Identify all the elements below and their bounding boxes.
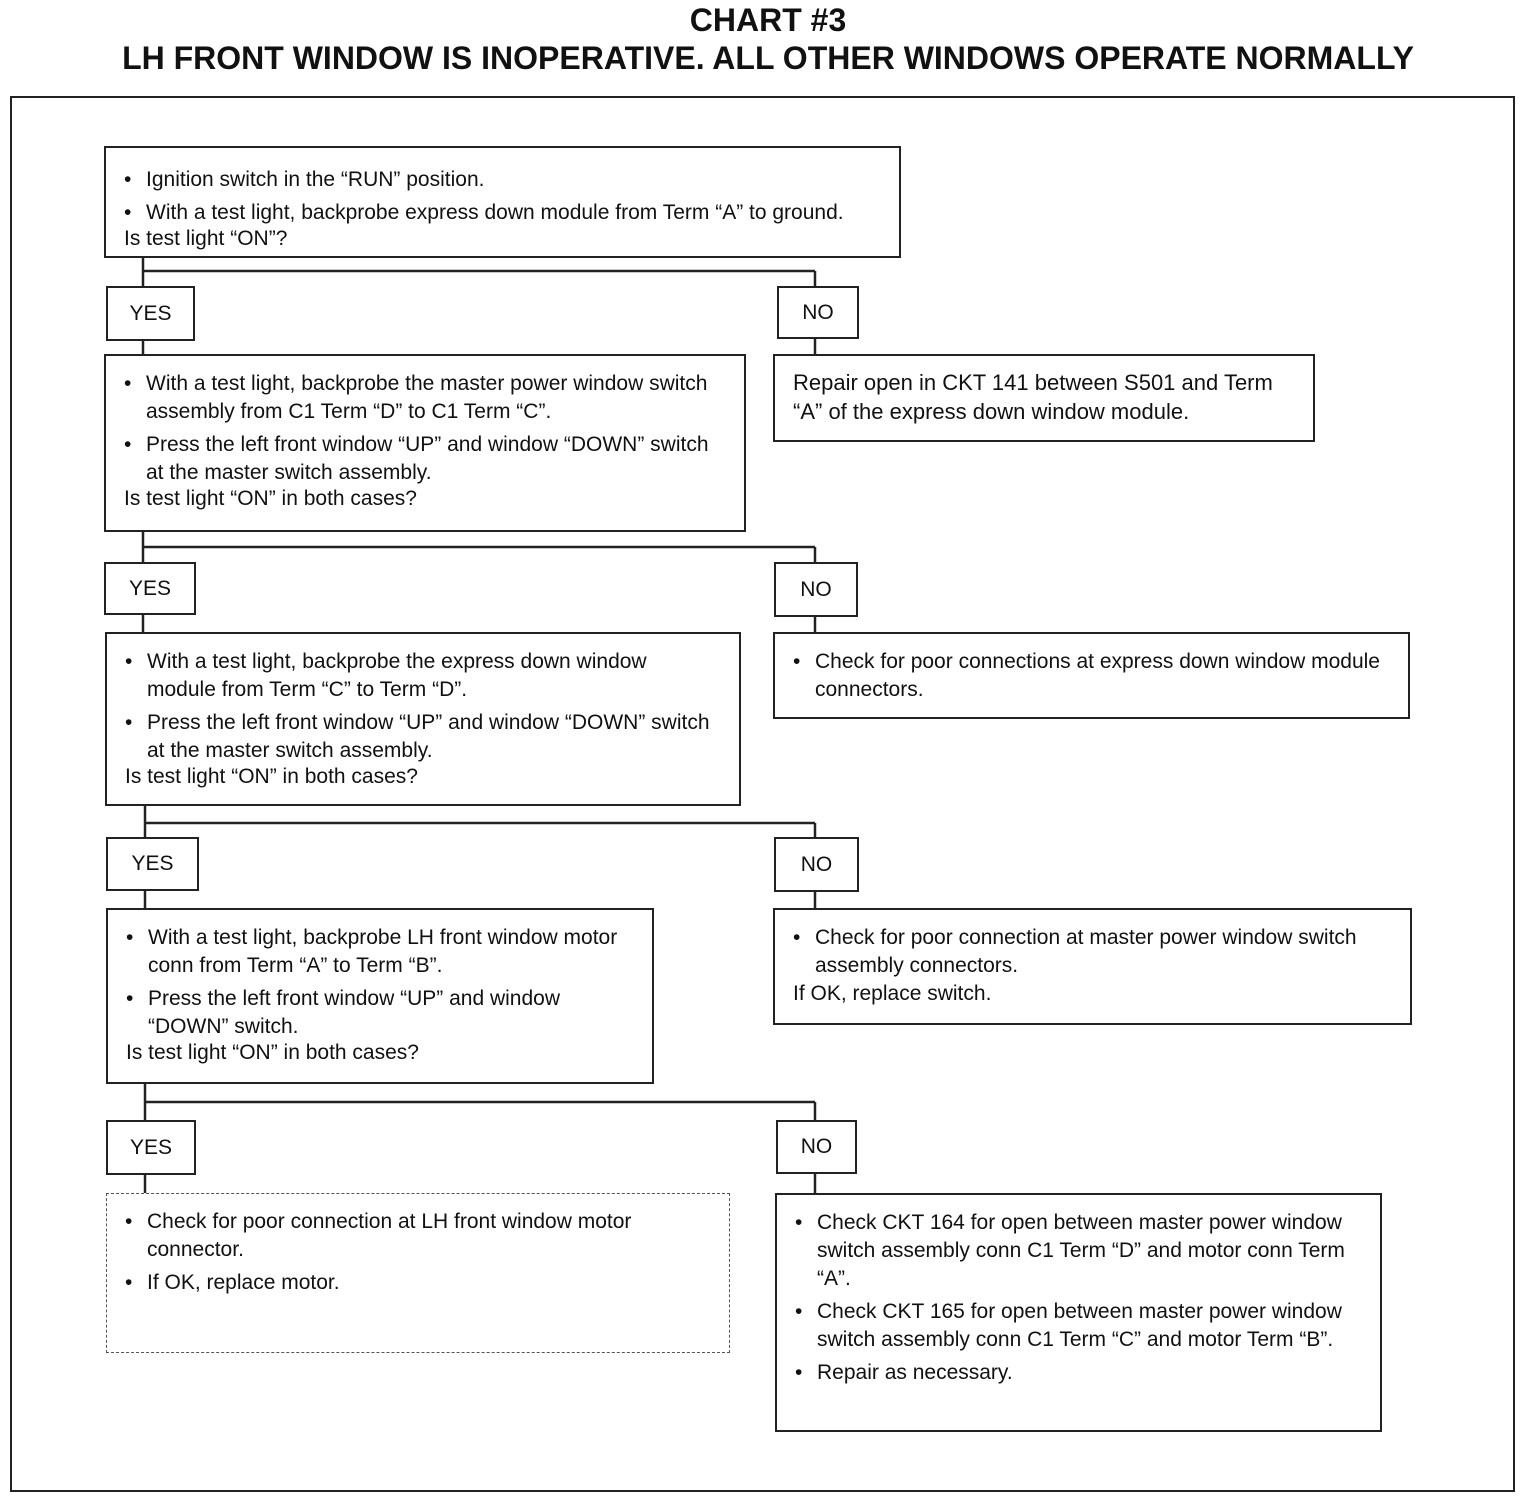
no-label: NO [774, 562, 858, 617]
yes-label: YES [106, 286, 195, 341]
step1-question: Is test light “ON”? [124, 227, 288, 250]
step2-box [104, 354, 746, 532]
no4-bullet: • Check CKT 164 for open between master power window switch assembly conn C1 Term “D” and motor conn Term “A”. [795, 1209, 1362, 1293]
step1-bullet: • With a test light, backprobe express down module from Term “A” to ground. [124, 199, 881, 227]
no3-box [773, 908, 1412, 1025]
step3-bullet: • Press the left front window “UP” and window “DOWN” switch at the master switch assembly. [125, 709, 721, 765]
no-label: NO [774, 837, 859, 892]
no-label: NO [776, 1120, 857, 1174]
yes-label: YES [106, 1120, 196, 1175]
step2-bullet: • Press the left front window “UP” and window “DOWN” switch at the master switch assembly. [124, 431, 726, 487]
no4-bullet: • Repair as necessary. [795, 1359, 1362, 1387]
no1-box [773, 354, 1315, 442]
no4-bullet: • Check CKT 165 for open between master power window switch assembly conn C1 Term “C” and motor Term “B”. [795, 1298, 1362, 1354]
step1-bullet: • Ignition switch in the “RUN” position. [124, 166, 881, 194]
step3-box [105, 632, 741, 806]
yes-label: YES [104, 562, 196, 615]
chart-number: CHART #3 [689, 2, 847, 38]
step5-bullet: • Check for poor connection at LH front window motor connector. [125, 1208, 711, 1264]
step2-bullet: • With a test light, backprobe the master power window switch assembly from C1 Term “D” to C1 Term “C”. [124, 370, 726, 426]
no1-text: Repair open in CKT 141 between S501 and Term “A” of the express down window module. [793, 370, 1273, 424]
step5-bullet: • If OK, replace motor. [125, 1269, 711, 1297]
no2-bullet: • Check for poor connections at express down window module connectors. [793, 648, 1390, 704]
step2-question: Is test light “ON” in both cases? [124, 487, 417, 510]
step4-box [106, 908, 654, 1084]
step4-bullet: • Press the left front window “UP” and window “DOWN” switch. [126, 985, 634, 1041]
no-label: NO [777, 286, 859, 339]
step4-question: Is test light “ON” in both cases? [126, 1041, 419, 1064]
step3-bullet: • With a test light, backprobe the express down window module from Term “C” to Term “D”. [125, 648, 721, 704]
no3-note: If OK, replace switch. [793, 982, 992, 1005]
step1-box [104, 146, 901, 258]
step4-bullet: • With a test light, backprobe LH front window motor conn from Term “A” to Term “B”. [126, 924, 634, 980]
yes-label: YES [106, 837, 199, 891]
no3-bullet: • Check for poor connection at master power window switch assembly connectors. [793, 924, 1392, 980]
chart-title: LH FRONT WINDOW IS INOPERATIVE. ALL OTHER WINDOWS OPERATE NORMALLY [122, 40, 1414, 76]
step5-box [106, 1193, 730, 1353]
step3-question: Is test light “ON” in both cases? [125, 765, 418, 788]
no2-box [773, 632, 1410, 719]
no4-box [775, 1193, 1382, 1432]
